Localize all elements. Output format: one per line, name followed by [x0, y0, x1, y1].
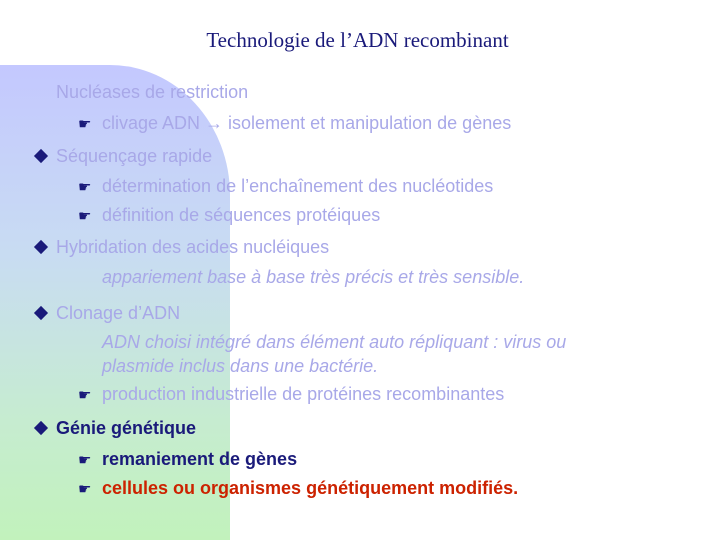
heading-sequencage: Séquençage rapide [56, 146, 213, 166]
item-determination: détermination de l’enchaînement des nucléotides [102, 176, 494, 196]
item-definition: définition de séquences protéiques [102, 205, 381, 225]
item-clivage: clivage ADN → isolement et manipulation de gènes [102, 113, 512, 133]
heading-nucleases: Nucléases de restriction [56, 82, 249, 102]
item-remaniement: remaniement de gènes [102, 449, 298, 469]
item-production: production industrielle de protéines recombinantes [102, 384, 505, 404]
detail-clonage-line1: ADN choisi intégré dans élément auto répliquant : virus ou [102, 332, 567, 352]
pointing-hand-icon: ☛ [78, 116, 92, 133]
pointing-hand-icon: ☛ [78, 179, 92, 196]
slide-title: Technologie de l’ADN recombinant [206, 28, 509, 52]
pointing-hand-icon: ☛ [78, 208, 92, 225]
detail-clonage-line2: plasmide inclus dans une bactérie. [102, 356, 379, 376]
heading-genie-genetique: Génie génétique [56, 418, 197, 438]
heading-clonage: Clonage d’ADN [56, 303, 181, 323]
detail-appariement: appariement base à base très précis et très sensible. [102, 267, 525, 287]
pointing-hand-icon: ☛ [78, 481, 92, 498]
pointing-hand-icon: ☛ [78, 452, 92, 469]
heading-hybridation: Hybridation des acides nucléiques [56, 237, 330, 257]
item-ogm: cellules ou organismes génétiquement modifiés. [102, 478, 519, 498]
pointing-hand-icon: ☛ [78, 387, 92, 404]
